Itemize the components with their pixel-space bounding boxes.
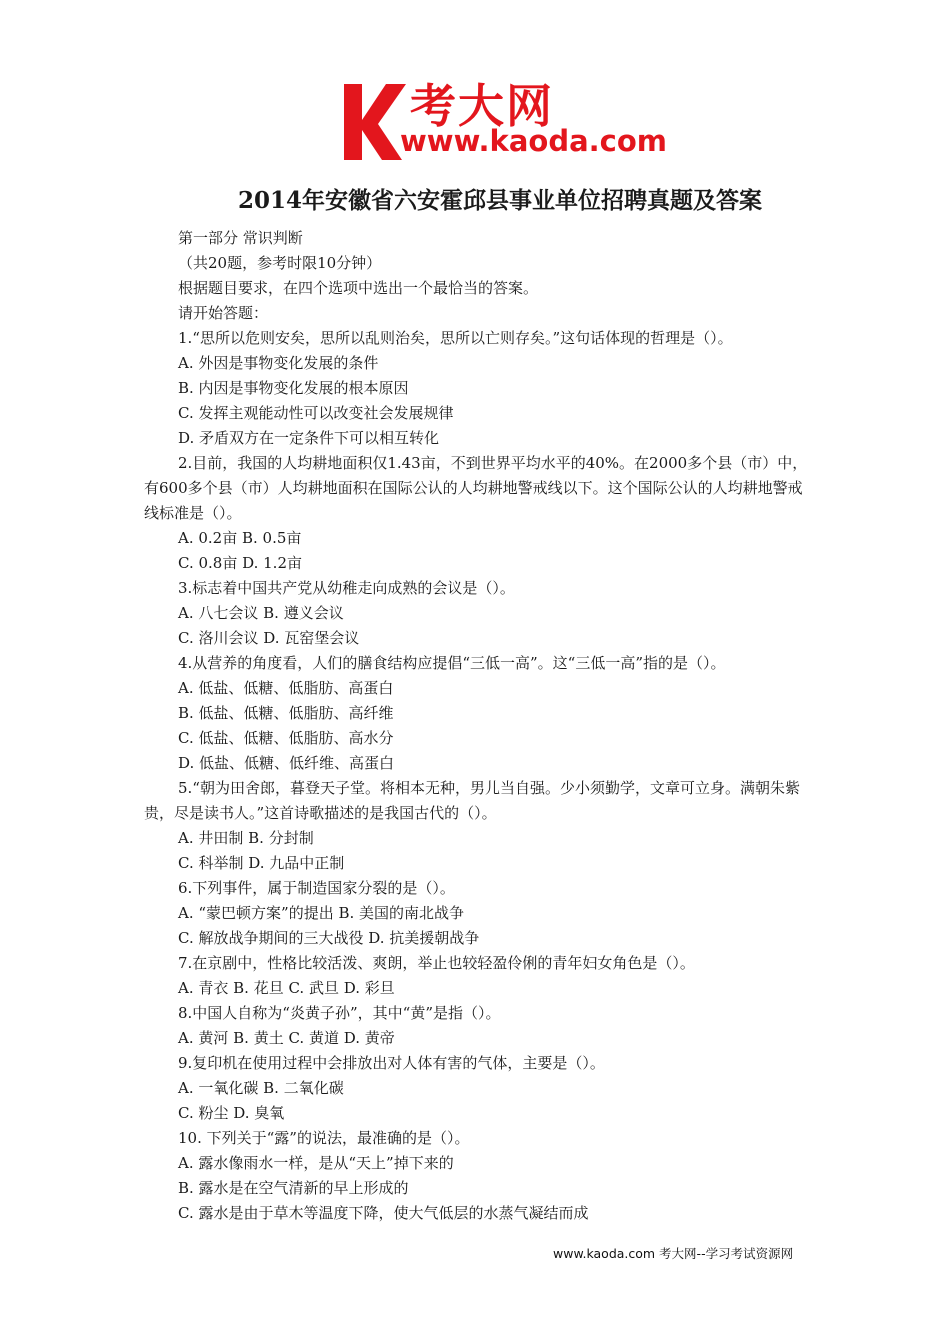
option-line: A. 露水像雨水一样，是从“天上”掉下来的 [178,1154,454,1172]
option-line: B. 露水是在空气清新的早上形成的 [178,1179,409,1197]
instruction-text: 根据题目要求，在四个选项中选出一个最恰当的答案。 [178,279,539,297]
option-line: A. 井田制 B. 分封制 [178,829,314,847]
question-stem: 6.下列事件，属于制造国家分裂的是（）。 [178,879,455,897]
option-line: A. 外因是事物变化发展的条件 [178,354,379,372]
start-text: 请开始答题： [178,304,269,322]
option-line: A. 0.2亩 B. 0.5亩 [178,529,302,547]
option-line: C. 粉尘 D. 臭氧 [178,1104,285,1122]
option-line: C. 洛川会议 D. 瓦窑堡会议 [178,629,360,647]
question-stem: 1.“思所以危则安矣，思所以乱则治矣，思所以亡则存矣。”这句话体现的哲理是（）。 [178,329,733,347]
section-heading: 第一部分 常识判断 [178,229,303,247]
question-stem: 2.目前，我国的人均耕地面积仅1.43亩，不到世界平均水平的40%。在2000多个县（市）中，有600多个县（市）人均耕地面积在国际公认的人均耕地警戒线以下。这个国际公认的人均耕地警戒线标准是（）。 [144,454,808,522]
option-line: A. 低盐、低糖、低脂肪、高蛋白 [178,679,394,697]
option-line: A. “蒙巴顿方案”的提出 B. 美国的南北战争 [178,904,465,922]
option-line: C. 露水是由于草木等温度下降，使大气低层的水蒸气凝结而成 [178,1204,589,1222]
section-note: （共20题，参考时限10分钟） [178,254,382,272]
logo-chinese-name: 考大网 [410,79,554,133]
option-line: A. 青衣 B. 花旦 C. 武旦 D. 彩旦 [178,979,395,997]
question-stem: 5.“朝为田舍郎，暮登天子堂。将相本无种，男儿当自强。少小须勤学，文章可立身。满朝朱紫贵，尽是读书人。”这首诗歌描述的是我国古代的（）。 [144,779,800,822]
question-stem: 7.在京剧中，性格比较活泼、爽朗，举止也较轻盈伶俐的青年妇女角色是（）。 [178,954,695,972]
question-stem: 4.从营养的角度看，人们的膳食结构应提倡“三低一高”。这“三低一高”指的是（）。 [178,654,726,672]
option-line: A. 黄河 B. 黄土 C. 黄道 D. 黄帝 [178,1029,395,1047]
question-stem: 10. 下列关于“露”的说法，最准确的是（）。 [178,1129,470,1147]
exam-content [144,226,810,1226]
question-stem: 8.中国人自称为“炎黄子孙”，其中“黄”是指（）。 [178,1004,501,1022]
option-line: D. 矛盾双方在一定条件下可以相互转化 [178,429,440,447]
option-line: A. 八七会议 B. 遵义会议 [178,604,344,622]
kaoda-logo [340,79,667,160]
question-stem: 3.标志着中国共产党从幼稚走向成熟的会议是（）。 [178,579,515,597]
option-line: B. 内因是事物变化发展的根本原因 [178,379,409,397]
option-line: C. 低盐、低糖、低脂肪、高水分 [178,729,394,747]
option-line: C. 发挥主观能动性可以改变社会发展规律 [178,404,454,422]
option-line: D. 低盐、低糖、低纤维、高蛋白 [178,754,395,772]
footer-text[interactable]: www.kaoda.com 考大网--学习考试资源网 [553,1246,794,1261]
option-line: A. 一氧化碳 B. 二氧化碳 [178,1079,344,1097]
question-stem: 9.复印机在使用过程中会排放出对人体有害的气体，主要是（）。 [178,1054,605,1072]
option-line: C. 科举制 D. 九品中正制 [178,854,345,872]
option-line: C. 解放战争期间的三大战役 D. 抗美援朝战争 [178,929,480,947]
option-line: C. 0.8亩 D. 1.2亩 [178,554,302,572]
logo-url: www.kaoda.com [400,124,667,158]
page-title: 2014年安徽省六安霍邱县事业单位招聘真题及答案 [237,187,762,214]
option-line: B. 低盐、低糖、低脂肪、高纤维 [178,704,394,722]
